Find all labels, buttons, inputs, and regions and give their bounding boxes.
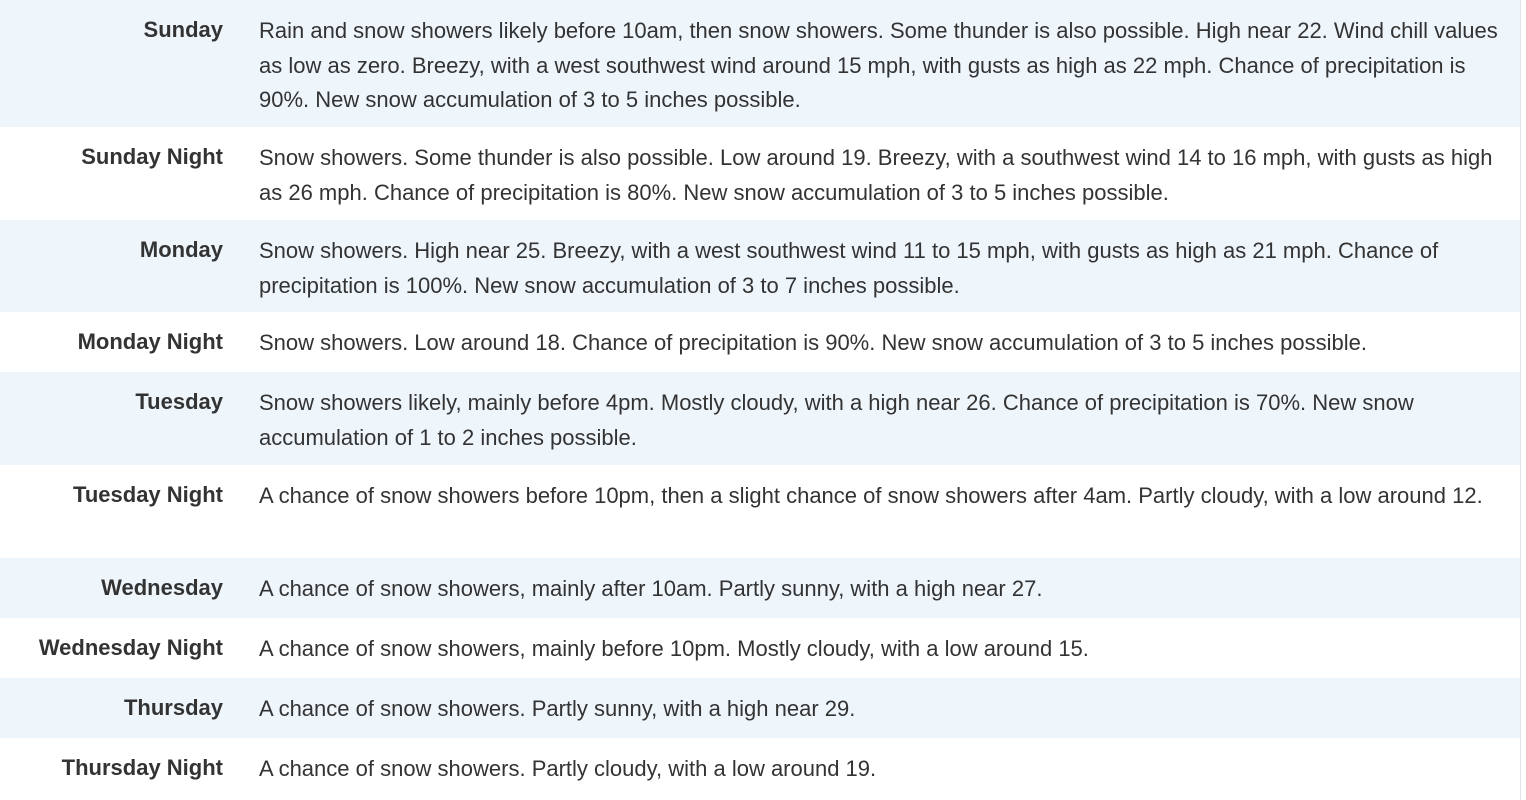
- period-name: Wednesday Night: [38, 635, 223, 660]
- forecast-row: [0, 738, 1520, 800]
- forecast-row: [0, 558, 1520, 618]
- period-name: Tuesday Night: [73, 482, 223, 507]
- forecast-row: [0, 465, 1520, 558]
- period-name: Monday: [139, 237, 223, 262]
- forecast-text: Snow showers. Some thunder is also possible. Low around 19. Breezy, with a southwest wind 14 to 16 mph, with gusts as high as 26 mph. Chance of precipitation is 80%. New snow accumulation of 3 to 5 inches possible.: [259, 145, 1493, 205]
- forecast-row: [0, 372, 1520, 465]
- forecast-text: Snow showers. High near 25. Breezy, with a west southwest wind 11 to 15 mph, with gusts as high as 21 mph. Chance of precipitation is 100%. New snow accumulation of 3 to 7 inches possible.: [259, 238, 1439, 298]
- forecast-row: [0, 127, 1520, 220]
- forecast-text: A chance of snow showers, mainly before 10pm. Mostly cloudy, with a low around 15.: [259, 636, 1089, 661]
- forecast-row: [0, 220, 1520, 312]
- forecast-row: [0, 0, 1520, 127]
- forecast-text: A chance of snow showers before 10pm, then a slight chance of snow showers after 4am. Partly cloudy, with a low around 12.: [259, 483, 1483, 508]
- forecast-text: Snow showers likely, mainly before 4pm. Mostly cloudy, with a high near 26. Chance of precipitation is 70%. New snow accumulation of 1 to 2 inches possible.: [259, 390, 1414, 450]
- period-name: Sunday Night: [81, 144, 223, 169]
- period-name: Tuesday: [135, 389, 223, 414]
- forecast-text: Snow showers. Low around 18. Chance of precipitation is 90%. New snow accumulation of 3 to 5 inches possible.: [259, 330, 1367, 355]
- forecast-row: [0, 312, 1520, 372]
- period-name: Wednesday: [101, 575, 223, 600]
- forecast-row: [0, 678, 1520, 738]
- forecast-text: A chance of snow showers, mainly after 10am. Partly sunny, with a high near 27.: [259, 576, 1043, 601]
- period-name: Thursday Night: [61, 755, 223, 780]
- period-name: Sunday: [143, 17, 223, 42]
- period-name: Thursday: [123, 695, 223, 720]
- period-name: Monday Night: [77, 329, 223, 354]
- forecast-text: A chance of snow showers. Partly sunny, with a high near 29.: [259, 696, 856, 721]
- forecast-text: Rain and snow showers likely before 10am, then snow showers. Some thunder is also possible. High near 22. Wind chill values as low as zero. Breezy, with a west southwest wind around 15 mph, with gusts as high as 22 mph. Chance of precipitation is 90%. New snow accumulation of 3 to 5 inches possible.: [259, 18, 1498, 112]
- forecast-text: A chance of snow showers. Partly cloudy, with a low around 19.: [259, 756, 877, 781]
- forecast-row: [0, 618, 1520, 678]
